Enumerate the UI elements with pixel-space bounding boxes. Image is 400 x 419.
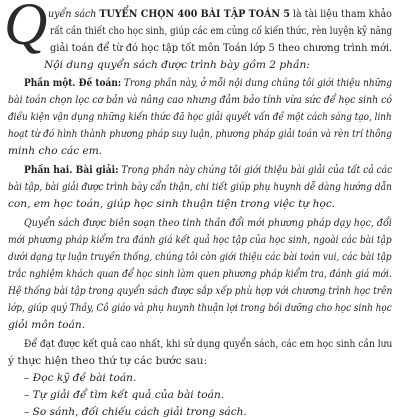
para4-line-2: ý thực hiện theo thứ tự các bước sau:	[8, 355, 208, 367]
step-2: – Tự giải để tìm kết quả của bài toán.	[24, 389, 225, 401]
part1-line-3: điều kiện vận dụng những kiến thức đã học giải quyết vấn đề một cách sáng tạo, linh	[8, 111, 392, 123]
part1-line-4: hoạt từ đó hình thành phương pháp suy luận, phương pháp giải toán và rèn trí thông	[8, 128, 392, 140]
para3-line-3: dưới dạng tự luận truyền thống, chúng tôi còn giới thiệu các bài toán vui, các bài tập	[8, 251, 392, 263]
dropcap-letter: Q	[4, 0, 48, 57]
part1-line-1-text: Trong phần này, ở mỗi nội dung chúng tôi giới thiệu những	[124, 77, 393, 89]
part1-line-2: bài toán chọn lọc cơ bản và nâng cao nhưng đảm bảo tính vừa sức để học sinh có	[8, 94, 393, 106]
intro-line-1	[48, 7, 392, 21]
para3-line-4: trắc nghiệm khách quan để học sinh làm quen phương pháp kiểm tra, đánh giá mới.	[8, 268, 392, 280]
book-title: TUYỂN CHỌN 400 BÀI TẬP TOÁN 5	[99, 8, 290, 20]
intro-line-2: rất cần thiết cho học sinh, giúp các em củng cố kiến thức, rèn luyện kỹ năng	[50, 25, 393, 37]
part1-heading: Phần một. Đề toán:	[24, 77, 122, 89]
part2-line-2: bài tập, bài giải được trình bày cẩn thận, chi tiết giúp phụ huynh dễ dàng hướng dẫn	[8, 181, 392, 193]
intro-line-1-start: uyển sách	[48, 8, 97, 20]
part2-line-1	[24, 163, 392, 177]
para3-line-1: Quyển sách được biên soạn theo tinh thần đổi mới phương pháp dạy học, đổi	[24, 217, 392, 229]
intro-line-1-end: là tài liệu tham khảo	[292, 8, 392, 20]
para3-line-6: lớp, giúp quý Thầy, Cô giáo và phụ huynh thuận lợi trong bồi dưỡng cho học sinh học	[8, 302, 392, 314]
part2-heading: Phần hai. Bài giải:	[24, 164, 119, 176]
part1-line-5: minh cho các em.	[8, 145, 103, 157]
para3-line-2: mới phương pháp kiểm tra đánh giá kết quả học tập của học sinh, ngoài các bài tập	[8, 234, 392, 246]
intro-line-4: Nội dung quyển sách được trình bày gồm 2 phần:	[44, 59, 310, 71]
part2-line-3: con, em học toán, giúp học sinh thuận tiện trong việc tự học.	[8, 198, 336, 210]
step-3: – So sánh, đối chiếu cách giải trong sách.	[24, 406, 247, 418]
para3-line-7: giỏi môn toán.	[8, 319, 86, 331]
part2-line-1-text: Trong phần này chúng tôi giới thiệu bài giải của tất cả các	[121, 164, 393, 176]
intro-line-3: giải toán để từ đó học tập tốt môn Toán lớp 5 theo chương trình mới.	[50, 42, 393, 54]
step-1: – Đọc kỹ đề bài toán.	[24, 372, 137, 384]
para3-line-5: Hệ thống bài tập trong quyển sách được sắp xếp phù hợp với chương trình học trên	[8, 285, 393, 297]
part1-line-1	[24, 76, 392, 90]
para4-line-1: Để đạt được kết quả cao nhất, khi sử dụng quyển sách, các em học sinh cần lưu	[24, 338, 393, 350]
